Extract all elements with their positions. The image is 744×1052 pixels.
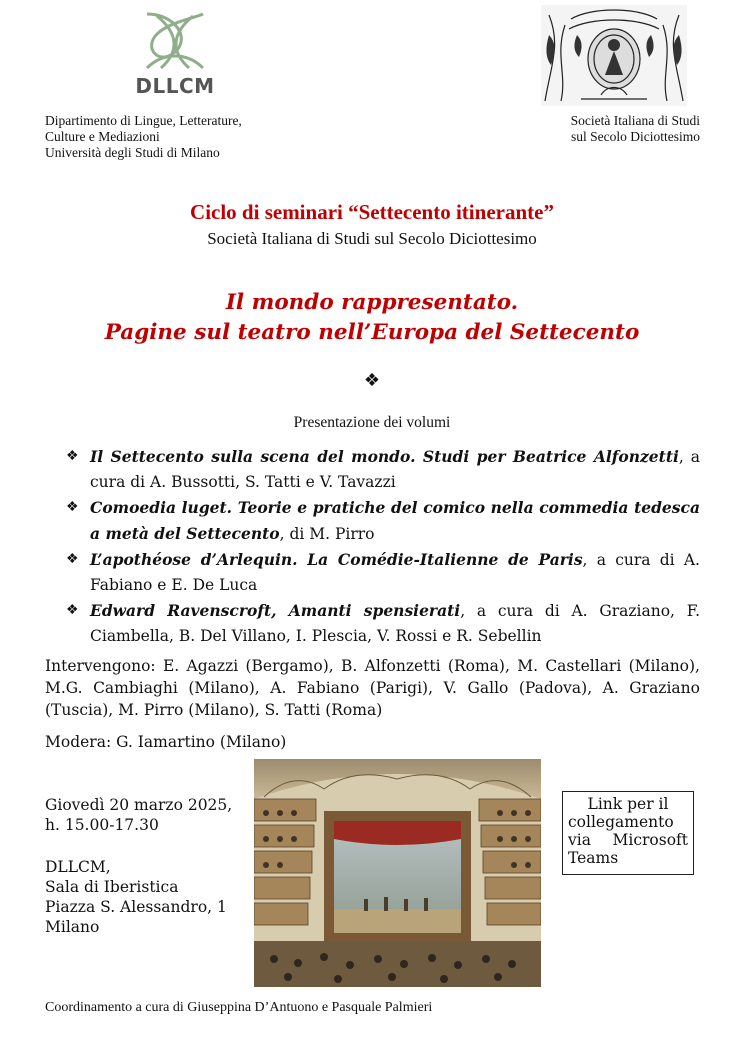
date-time-block [45, 795, 255, 835]
diamond-bullet-icon: ❖ [66, 602, 79, 618]
diamond-bullet-icon: ❖ [66, 499, 79, 515]
volume-item [66, 495, 700, 547]
volume-title: L’apothéose d’Arlequin. La Comédie-Italienne de Paris [90, 550, 583, 569]
presentation-label: Presentazione dei volumi [293, 414, 451, 431]
volume-item [66, 598, 700, 649]
siss-emblem [541, 5, 687, 106]
venue-dept: DLLCM, [45, 858, 111, 876]
speakers-paragraph: Intervengono: E. Agazzi (Bergamo), B. Alfonzetti (Roma), M. Castellari (Milano), M.G. Cambiaghi (Milano), A. Fabiano (Parigi), V. Gallo (Padova), A. Graziano (Tuscia), M. Pirro (Milano), S. Tatti (Roma) [45, 657, 700, 719]
volume-details: , a cura di A. Bussotti, S. Tatti e V. Tavazzi [90, 448, 700, 491]
diamond-divider-icon: ❖ [363, 370, 381, 391]
coordination-line: Coordinamento a cura di Giuseppina D’Antuono e Pasquale Palmieri [45, 1000, 433, 1015]
volume-item [66, 444, 700, 495]
diamond-bullet-icon: ❖ [66, 448, 79, 464]
affiliation-right-line: Società Italiana di Studi [570, 113, 700, 128]
link-line: Link per il [587, 795, 669, 813]
dllcm-logo [135, 8, 215, 104]
series-subtitle: Società Italiana di Studi sul Secolo Diciottesimo [207, 229, 537, 248]
volume-details: , di M. Pirro [279, 525, 375, 543]
affiliation-right [500, 113, 700, 145]
affiliation-left-line: Dipartimento di Lingue, Letterature, [45, 113, 242, 128]
engraving-emblem-icon [541, 5, 687, 106]
event-title-line2: Pagine sul teatro nell’Europa del Settecento [104, 320, 640, 345]
volume-title: Il Settecento sulla scena del mondo. Studi per Beatrice Alfonzetti [90, 447, 679, 466]
volume-item [66, 547, 700, 598]
link-line: via Microsoft [568, 831, 688, 849]
event-title-line1: Il mondo rappresentato. [225, 290, 519, 315]
volume-details: , a cura di A. Fabiano e E. De Luca [90, 551, 700, 594]
volume-details: , a cura di A. Graziano, F. Ciambella, B. Del Villano, I. Plescia, V. Rossi e R. Sebellin [90, 602, 700, 645]
theatre-illustration [254, 759, 541, 987]
teams-link-box[interactable] [562, 791, 694, 875]
affiliation-left-line: Università degli Studi di Milano [45, 145, 220, 160]
theatre-interior-icon [254, 759, 541, 987]
event-time: h. 15.00-17.30 [45, 816, 159, 834]
volume-title: Edward Ravenscroft, Amanti spensierati [90, 601, 461, 620]
venue-room: Sala di Iberistica [45, 878, 179, 896]
affiliation-left [45, 113, 335, 161]
affiliation-left-line: Culture e Mediazioni [45, 129, 160, 144]
volume-list [66, 444, 700, 649]
dllcm-logo-text: DLLCM [135, 74, 215, 98]
affiliation-right-line: sul Secolo Diciottesimo [571, 129, 700, 144]
dllcm-knot-icon [135, 8, 215, 74]
link-line: collegamento [568, 813, 674, 831]
series-title: Ciclo di seminari “Settecento itinerante” [190, 200, 554, 224]
link-line: Teams [568, 849, 619, 867]
moderator-line: Modera: G. Iamartino (Milano) [45, 733, 287, 751]
event-title [0, 288, 744, 348]
venue-block [45, 857, 255, 937]
diamond-bullet-icon: ❖ [66, 551, 79, 567]
venue-address: Piazza S. Alessandro, 1 [45, 898, 227, 916]
volume-title: Comoedia luget. Teorie e pratiche del comico nella commedia tedesca a metà del Settecento [90, 498, 700, 543]
venue-city: Milano [45, 918, 100, 936]
event-date: Giovedì 20 marzo 2025, [45, 796, 233, 814]
